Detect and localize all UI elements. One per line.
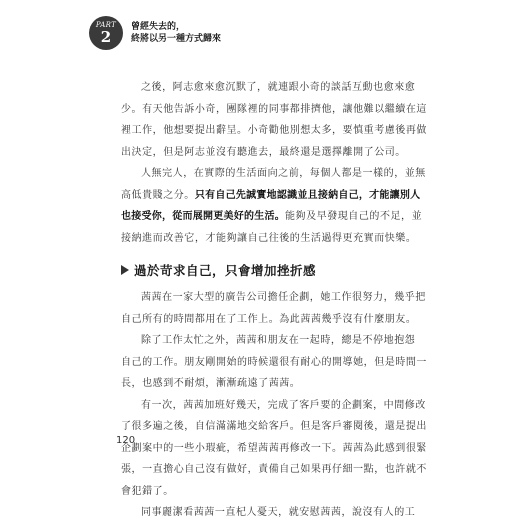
paragraph	[121, 395, 427, 503]
section-title: 過於苛求自己，只會增加挫折感	[134, 263, 317, 278]
text-line: 除了工作太忙之外，茜茜和朋友在一起時，總是不停地抱怨	[141, 335, 416, 346]
section-heading	[121, 255, 398, 285]
part-label: PART	[95, 20, 117, 29]
text-line: 茜茜在一家大型的廣告公司擔任企劃，她工作很努力，幾乎把	[141, 292, 426, 303]
paragraph	[121, 163, 426, 249]
text-line: 長，也感到不耐煩，漸漸疏遠了茜茜。	[121, 378, 301, 389]
page-number: 120	[116, 435, 136, 446]
paragraph	[121, 330, 427, 395]
chapter-header	[89, 16, 221, 50]
text-line: 自己所有的時間都用在了工作上。為此茜茜幾乎沒有什麼朋友。	[121, 313, 417, 325]
part-number: 2	[100, 27, 112, 46]
chapter-title-line1: 曾經失去的，	[131, 22, 186, 32]
text-line: 人無完人，在實際的生活面向之前，每個人都是一樣的，並無	[141, 168, 426, 179]
part-badge	[89, 16, 123, 50]
text-span: 高低貴賤之分。	[121, 189, 195, 201]
text-line: 會犯錯了。	[121, 485, 174, 497]
text-line: 出決定，但是阿志並沒有聽進去，最終還是選擇離開了公司。	[121, 146, 406, 158]
chapter-title-line2: 終將以另一種方式歸來	[131, 34, 222, 44]
paragraph	[121, 502, 416, 524]
text-line: 少。有天他告訴小奇，團隊裡的同事都排擠他，讓他難以繼續在這	[121, 103, 427, 115]
text-line	[121, 185, 421, 207]
text-line: 之後，阿志愈來愈沉默了，就連跟小奇的談話互動也愈來愈	[141, 82, 416, 93]
text-line: 裡工作，他想要提出辭呈。小奇勸他別想太多，要慎重考慮後再做	[121, 125, 427, 136]
paragraph	[121, 287, 426, 330]
emphasis-text: 只有自己先誠實地認識並且接納自己，才能讓別人	[194, 189, 421, 201]
text-line: 有一次，茜茜加班好幾天，完成了客戶要的企劃案，中間修改	[141, 399, 426, 411]
triangle-bullet-icon	[121, 265, 129, 275]
text-line: 自己的工作。朋友剛開始的時候還很有耐心的開導她，但是時間一	[121, 356, 427, 368]
text-line: 接納進而改善它，才能夠讓自己往後的生活過得更充實而快樂。	[121, 232, 417, 244]
text-line: 同事麗潔看茜茜一直杞人憂天，就安慰茜茜，說沒有人的工	[141, 507, 416, 518]
text-line: 企劃案中的一些小瑕疵，希望茜茜再修改一下。茜茜為此感到很緊	[121, 442, 427, 454]
paragraph	[121, 77, 427, 163]
body-text	[121, 77, 427, 524]
chapter-title	[131, 21, 221, 45]
text-line: 張，一直擔心自己沒有做好，責備自己如果再仔細一點，也許就不	[121, 464, 427, 475]
text-span: 能夠及早發現自己的不足，並	[285, 211, 423, 222]
text-line	[121, 206, 423, 228]
emphasis-text: 也接受你，從而展開更美好的生活。	[121, 211, 285, 222]
text-line: 了很多遍之後，自信滿滿地交給客戶。但是客戶審閱後，還是提出	[121, 421, 427, 432]
